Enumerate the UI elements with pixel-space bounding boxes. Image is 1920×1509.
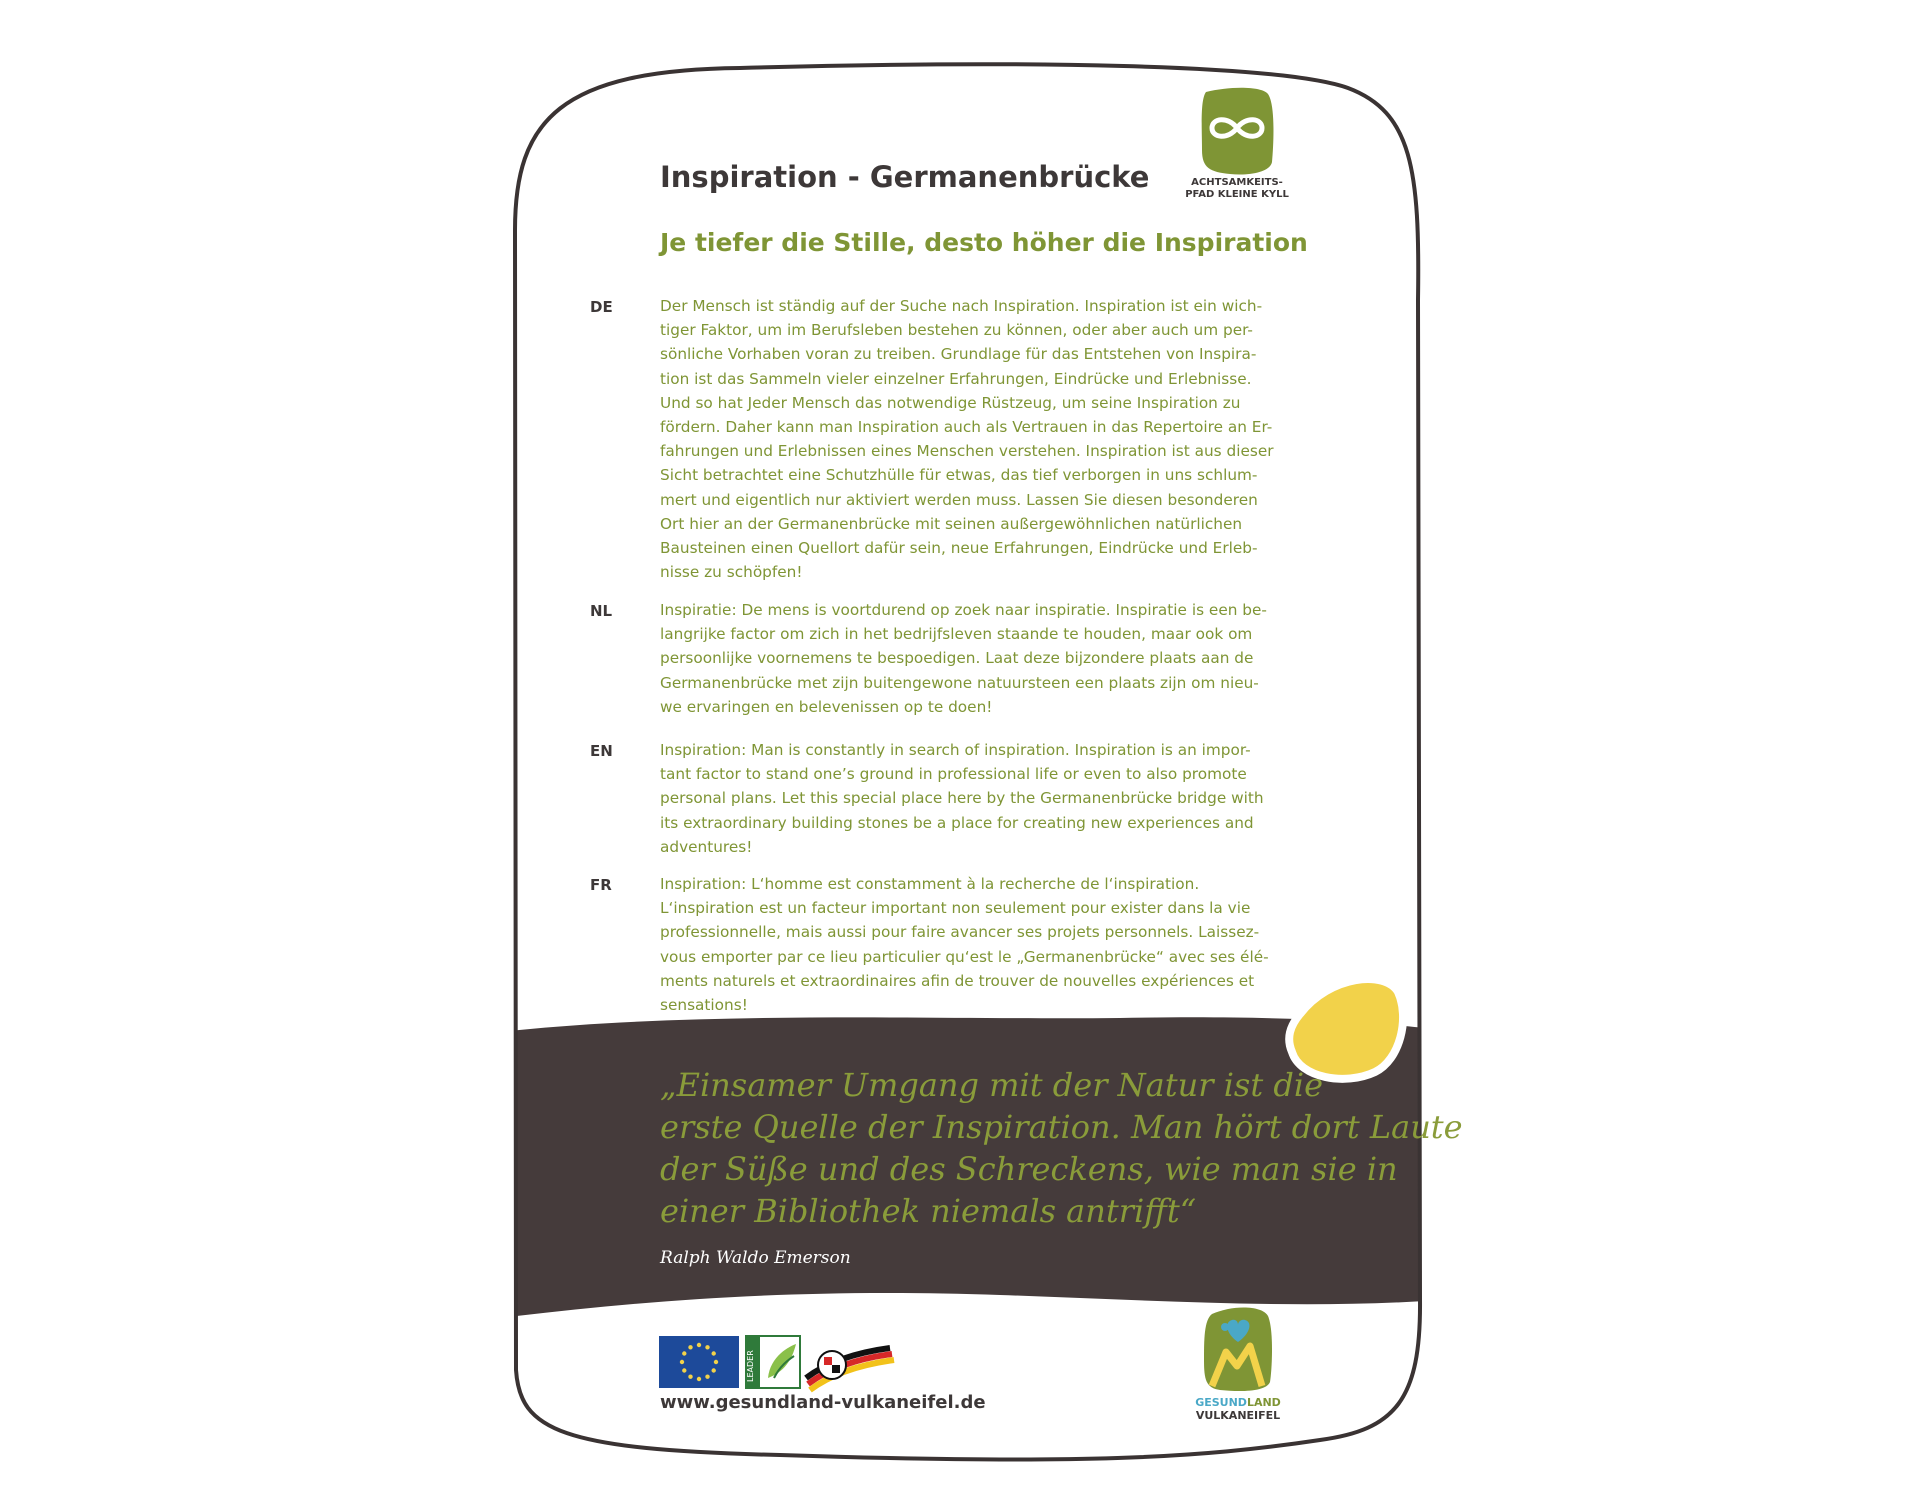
lang-text-nl: Inspiratie: De mens is voortdurend op zoek naar inspiratie. Inspiratie is een be- langrijke factor om zich in het bedrijfsleven staande te houden, maar ook om persoonlijke voornemens te bespoedigen. Laat deze bijzondere plaats aan de Germanenbrücke met zijn buitengewone natuursteen een plaats zijn om nieu- we ervaringen en belevenissen op te doen! — [660, 601, 1267, 716]
lang-code-de: DE — [590, 298, 613, 316]
eu-star-icon — [714, 1360, 718, 1364]
lang-text-de: Der Mensch ist ständig auf der Suche nach Inspiration. Inspiration ist ein wich- tiger Faktor, um im Berufsleben bestehen zu können, oder aber auch um per- sönliche Vorhaben voran zu treiben. Grundlage für das Entstehen von Inspira- tion ist das Sammeln vieler einzelner Erfahrungen, Eindrücke und Erlebnisse. Und so hat Jeder Mensch das notwendige Rüstzeug, um seine Inspiration zu fördern. Daher kann man Inspiration auch als Vertrauen in das Repertoire an Er- fahrungen und Erlebnissen eines Menschen verstehen. Inspiration ist aus dieser Sicht betrachtet eine Schutzhülle für etwas, das tief verborgen in uns schlum- mert und eigentlich nur aktiviert werden muss. Lassen Sie diesen besonderen Ort hier an der Germanenbrücke mit seinen außergewöhnlichen natürlichen Bausteinen einen Quellort dafür sein, neue Erfahrungen, Eindrücke und Erleb- nisse zu schöpfen! — [660, 297, 1274, 582]
page-title: Inspiration - Germanenbrücke — [660, 160, 1150, 194]
page-subtitle: Je tiefer die Stille, desto höher die Inspiration — [660, 228, 1308, 257]
svg-text:LEADER: LEADER — [746, 1350, 755, 1382]
eu-star-icon — [705, 1345, 709, 1349]
eu-star-icon — [712, 1351, 716, 1355]
eu-star-icon — [705, 1375, 709, 1379]
lang-code-fr: FR — [590, 876, 612, 894]
lang-code-en: EN — [590, 742, 613, 760]
lang-code-nl: NL — [590, 602, 613, 620]
eu-star-icon — [697, 1343, 701, 1347]
eu-star-icon — [682, 1368, 686, 1372]
lang-text-en: Inspiration: Man is constantly in search of inspiration. Inspiration is an impor- tant factor to stand one’s ground in professional life or even to also promote personal plans. Let this special place here by the Germanenbrücke bridge with its extraordinary building stones be a place for creating new experiences and adventures! — [660, 741, 1264, 856]
achtsamkeit-logo-label: ACHTSAMKEITS- PFAD KLEINE KYLL — [1185, 177, 1289, 200]
eu-star-icon — [688, 1345, 692, 1349]
eu-star-icon — [680, 1360, 684, 1364]
eu-star-icon — [682, 1351, 686, 1355]
quote-text: „Einsamer Umgang mit der Natur ist die erste Quelle der Inspiration. Man hört dort Laute der Süße und des Schreckens, wie man sie in einer Bibliothek niemals antrifft“ — [660, 1066, 1463, 1230]
lang-text-fr: Inspiration: L‘homme est constamment à la recherche de l‘inspiration. L‘inspiration est un facteur important non seulement pour exister dans la vie professionnelle, mais aussi pour faire avancer ses projets personnels. Laissez- vous emporter par ce lieu particulier qu‘est le „Germanenbrücke“ avec ses élé- ments naturels et extraordinaires afin de trouver de nouvelles expériences et sensations! — [660, 875, 1269, 1015]
quote-author: Ralph Waldo Emerson — [660, 1248, 851, 1268]
eu-star-icon — [688, 1375, 692, 1379]
gesundland-logo-label: GESUNDLAND VULKANEIFEL — [1195, 1396, 1281, 1422]
website-url[interactable]: www.gesundland-vulkaneifel.de — [660, 1392, 986, 1413]
eu-star-icon — [712, 1368, 716, 1372]
eu-star-icon — [697, 1377, 701, 1381]
